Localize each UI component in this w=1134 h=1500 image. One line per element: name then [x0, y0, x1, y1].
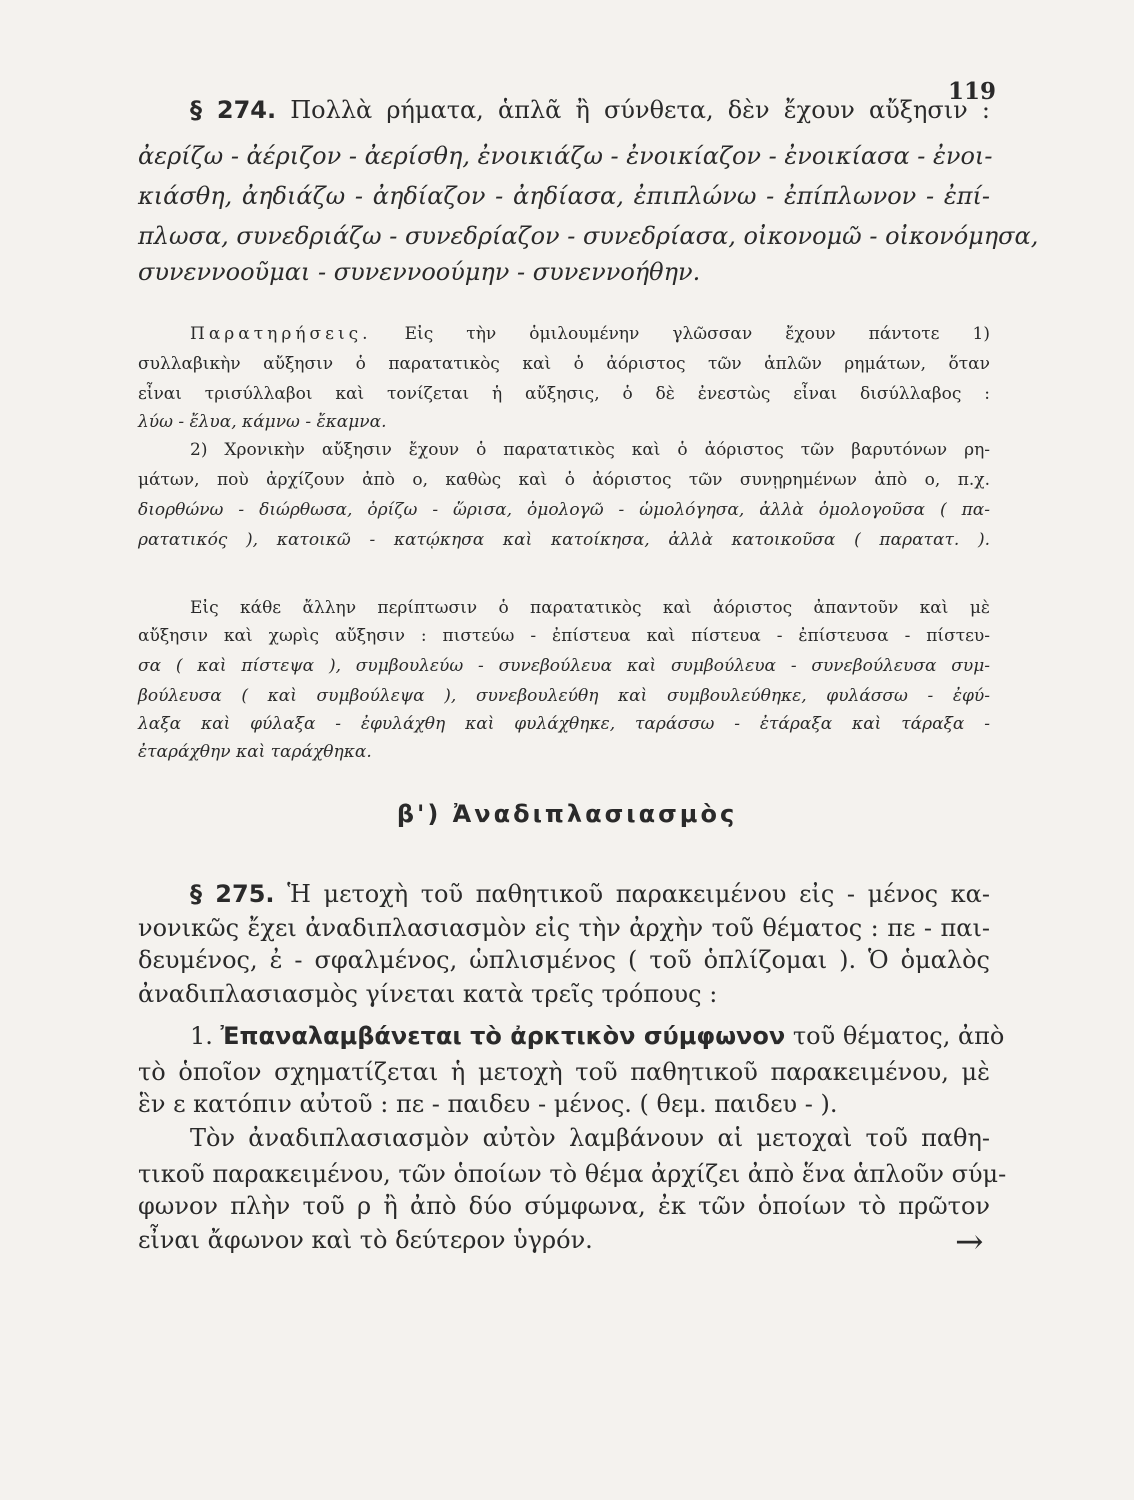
- s275-text-1: Ἡ μετοχὴ τοῦ παθητικοῦ παρακειμένου εἰς - μένος κα-: [287, 880, 990, 908]
- s274-line-1: [190, 96, 990, 124]
- remarks-line-7: διορθώνω - διώρθωσα, ὁρίζω - ὥρισα, ὁμολογῶ - ὡμολόγησα, ἀλλὰ ὁμολογοῦσα ( πα-: [138, 500, 990, 520]
- s275-para-line-4: εἶναι ἄφωνον καὶ τὸ δεύτερον ὑγρόν.: [138, 1226, 593, 1254]
- continue-arrow-icon: →: [955, 1222, 984, 1262]
- remarks-line-8: ρατατικός ), κατοικῶ - κατῴκησα καὶ κατοίκησα, ἀλλὰ κατοικοῦσα ( παρατατ. ).: [138, 530, 990, 550]
- remarks-line-1: [190, 324, 990, 344]
- s274-line-3: κιάσθη, ἀηδιάζω - ἀηδίαζον - ἀηδίασα, ἐπιπλώνω - ἐπίπλωνον - ἐπί-: [138, 182, 990, 210]
- section-heading: β') Ἀναδιπλασιασμὸς: [396, 800, 738, 828]
- s275-line-4: ἀναδιπλασιασμὸς γίνεται κατὰ τρεῖς τρόπους :: [138, 980, 718, 1008]
- s275-line-3: δευμένος, ἐ - σφαλμένος, ὡπλισμένος ( τοῦ ὁπλίζομαι ). Ὁ ὁμαλὸς: [138, 946, 990, 974]
- remarks-text-1: Εἰς τὴν ὁμιλουμένην γλῶσσαν ἔχουν πάντοτε 1): [404, 324, 990, 344]
- s275-item1-line-3: ἓν ε κατόπιν αὐτοῦ : πε - παιδευ - μένος. ( θεμ. παιδευ - ).: [138, 1090, 838, 1118]
- s274-number: § 274.: [190, 96, 277, 124]
- item1-bold-text: Ἐπαναλαμβάνεται τὸ ἀρκτικὸν σύμφωνον: [220, 1022, 786, 1050]
- remarks-line-12: βούλευσα ( καὶ συμβούλεψα ), συνεβουλεύθη καὶ συμβουλεύθηκε, φυλάσσω - ἐφύ-: [138, 686, 990, 706]
- remarks-line-2: συλλαβικὴν αὔξησιν ὁ παρατατικὸς καὶ ὁ ἀόριστος τῶν ἁπλῶν ρημάτων, ὅταν: [138, 354, 990, 374]
- remarks-line-9: Εἰς κάθε ἄλλην περίπτωσιν ὁ παρατατικὸς καὶ ἀόριστος ἀπαντοῦν καὶ μὲ: [190, 598, 990, 618]
- s274-line-5: συνεννοοῦμαι - συνεννοούμην - συνεννοήθην.: [138, 258, 701, 286]
- s275-para-line-2: τικοῦ παρακειμένου, τῶν ὁποίων τὸ θέμα ἀρχίζει ἀπὸ ἕνα ἁπλοῦν σύμ-: [138, 1160, 1007, 1188]
- remarks-line-5: 2) Χρονικὴν αὔξησιν ἔχουν ὁ παρατατικὸς καὶ ὁ ἀόριστος τῶν βαρυτόνων ρη-: [190, 440, 990, 460]
- s275-item1-line-1: [190, 1022, 1005, 1050]
- remarks-line-3: εἶναι τρισύλλαβοι καὶ τονίζεται ἡ αὔξησις, ὁ δὲ ἐνεστὼς εἶναι δισύλλαβος :: [138, 384, 990, 404]
- s275-para-line-3: φωνον πλὴν τοῦ ρ ἢ ἀπὸ δύο σύμφωνα, ἐκ τῶν ὁποίων τὸ πρῶτον: [138, 1192, 990, 1220]
- s275-item1-line-2: τὸ ὁποῖον σχηματίζεται ἡ μετοχὴ τοῦ παθητικοῦ παρακειμένου, μὲ: [138, 1058, 990, 1086]
- s274-text-1: Πολλὰ ρήματα, ἁπλᾶ ἢ σύνθετα, δὲν ἔχουν αὔξησιν :: [290, 96, 990, 124]
- s275-para-line-1: Τὸν ἀναδιπλασιασμὸν αὐτὸν λαμβάνουν αἱ μετοχαὶ τοῦ παθη-: [190, 1124, 990, 1152]
- s275-line-1: [190, 880, 990, 908]
- remarks-line-14: ἐταράχθην καὶ ταράχθηκα.: [138, 742, 372, 762]
- page-number: 119: [948, 78, 997, 105]
- remarks-line-10: αὔξησιν καὶ χωρὶς αὔξησιν : πιστεύω - ἐπίστευα καὶ πίστευα - ἐπίστευσα - πίστευ-: [138, 626, 990, 646]
- remarks-line-13: λαξα καὶ φύλαξα - ἐφυλάχθη καὶ φυλάχθηκε, ταράσσω - ἐτάραξα καὶ τάραξα -: [138, 714, 990, 734]
- s275-line-2: νονικῶς ἔχει ἀναδιπλασιασμὸν εἰς τὴν ἀρχὴν τοῦ θέματος : πε - παι-: [138, 914, 990, 942]
- item1-number: 1.: [190, 1022, 213, 1050]
- remarks-line-11: σα ( καὶ πίστεψα ), συμβουλεύω - συνεβούλευα καὶ συμβούλευα - συνεβούλευσα συμ-: [138, 656, 990, 676]
- remarks-label: Παρατηρήσεις.: [190, 324, 372, 344]
- s275-number: § 275.: [190, 880, 275, 908]
- item1-text: τοῦ θέματος, ἀπὸ: [792, 1022, 1005, 1050]
- remarks-line-6: μάτων, ποὺ ἀρχίζουν ἀπὸ ο, καθὼς καὶ ὁ ἀόριστος τῶν συνῃρημένων ἀπὸ ο, π.χ.: [138, 470, 990, 490]
- remarks-line-4: λύω - ἔλυα, κάμνω - ἔκαμνα.: [138, 412, 387, 432]
- s274-line-2: ἀερίζω - ἀέριζον - ἀερίσθη, ἐνοικιάζω - ἐνοικίαζον - ἐνοικίασα - ἐνοι-: [138, 142, 993, 170]
- s274-line-4: πλωσα, συνεδριάζω - συνεδρίαζον - συνεδρίασα, οἰκονομῶ - οἰκονόμησα,: [138, 222, 1039, 250]
